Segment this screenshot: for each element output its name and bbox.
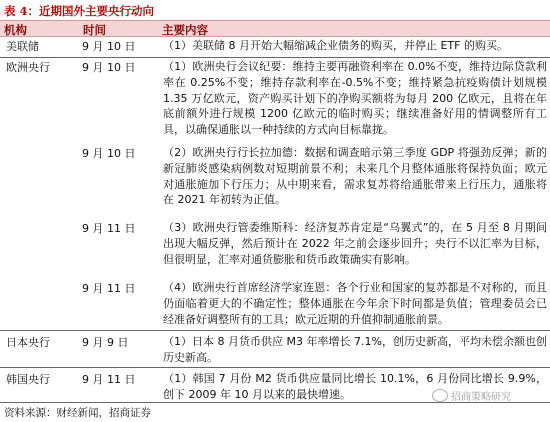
watermark-text: 招商策略研究 [451, 392, 511, 403]
row-date: 9 月 10 日 [82, 40, 136, 53]
table-caption: 表 4：近期国外主要央行动向 [4, 4, 155, 18]
row-date: 9 月 11 日 [82, 282, 136, 295]
row-divider [0, 57, 550, 58]
row-date: 9 月 10 日 [82, 61, 136, 74]
row-content: （1）日本 8 月货币供应 M3 年率增长 7.1%，创历史新高，平均未偿余额也创历史新高。 [163, 335, 547, 364]
row-content: （4）欧洲央行首席经济学家连恩：各个行业和国家的复苏都是不对称的，而且仍面临着更大的不确定性；整体通胀在今年余下时间都是负值；管理委员会已经准备好调整所有的工具；欧元近期的升值抑制通胀前景。 [163, 281, 547, 326]
source-note: 资料来源：财经新闻，招商证券 [4, 407, 151, 419]
row-divider [0, 330, 550, 331]
row-content: （2）欧洲央行行长拉加德：数据和调查暗示第三季度 GDP 将强劲反弹；新的新冠肺炎感染病例数对短期前景不利；未来几个月整体通胀将保持负面；欧元对通胀施加下行压力；从中期来看，需求复苏将给通胀带来上行压力，通胀将在 2021 年初转为正值。 [163, 146, 547, 207]
row-date: 9 月 9 日 [82, 336, 129, 349]
row-content: （1）韩国 7 月份 M2 货币供应量同比增长 10.1%，6 月份同比增长 9.9%，创下 2009 年 10 月以来的最快增速。 [163, 372, 547, 401]
wechat-logo-icon [432, 389, 448, 402]
row-org: 韩国央行 [6, 373, 50, 386]
header-org: 机构 [4, 23, 27, 37]
row-org: 日本央行 [6, 336, 50, 349]
row-content: （3）欧洲央行管委维斯科：经济复苏肯定是“乌翼式”的，在 5 月至 8 月期间出现大幅反弹，然后预计在 2022 年之前会逐步回升；央行不以汇率为目标，但很明显，汇率对通货膨胀和货币政策确实有影响。 [163, 221, 547, 266]
row-divider [0, 367, 550, 368]
watermark [432, 388, 511, 403]
row-content: （1）美联储 8 月开始大幅缩减企业债务的购买，并停止 ETF 的购买。 [163, 39, 508, 52]
header-date: 时间 [83, 23, 106, 37]
table-header-row [0, 20, 550, 37]
row-date: 9 月 11 日 [82, 222, 136, 235]
row-org: 美联储 [6, 40, 39, 53]
row-date: 9 月 10 日 [82, 147, 136, 160]
row-date: 9 月 11 日 [82, 373, 136, 386]
row-content: （1）欧洲央行会议纪要：维持主要再融资利率在 0.0%不变，维持边际贷款利率在 0.25%不变；维持存款利率在-0.5%不变；维持紧急抗疫购债计划规模 1.35 万亿欧元，资产购买计划下的净购买额将为每月 200 亿欧元，且将在年底前额外进行规模 1200 亿欧元的临时购买；继续准备好用的情调整所有工具，以确保通胀以一种持续的方式向目标靠拢。 [163, 60, 547, 137]
header-content: 主要内容 [162, 23, 208, 37]
row-org: 欧洲央行 [6, 61, 50, 74]
